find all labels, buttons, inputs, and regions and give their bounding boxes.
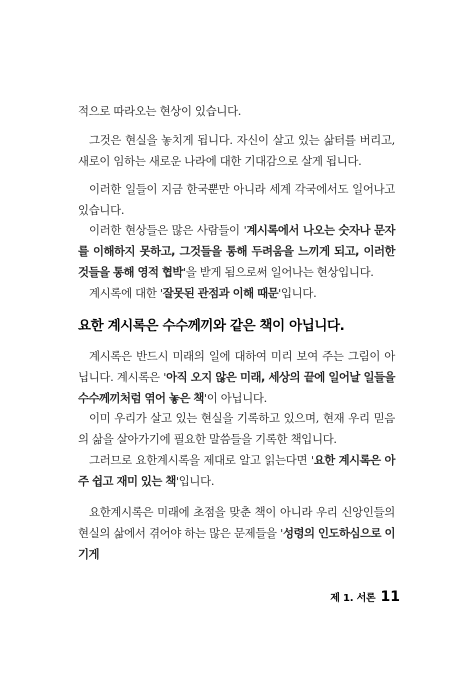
page-number: 11 bbox=[380, 589, 400, 605]
paragraph-3: 이러한 일들이 지금 한국뿐만 아니라 세계 각국에서도 일어나고 있습니다. bbox=[78, 182, 395, 217]
chapter-label: 제 1. 서론 bbox=[330, 593, 376, 604]
paragraph-2: 그것은 현실을 놓치게 됩니다. 자신이 살고 있는 삶터를 버리고, 새로이 임하는 새로운 나라에 대한 기대감으로 살게 됩니다. bbox=[78, 133, 395, 168]
paragraph-6: 계시록은 반드시 미래의 일에 대하여 미리 보여 주는 그림이 아닙니다. 계시록은 '아직 오지 않은 미래, 세상의 끝에 일어날 일들을 수수께끼처럼 엮어 놓은 책'이 아닙니다. bbox=[78, 349, 396, 405]
page-footer bbox=[330, 586, 400, 605]
emphasis-text: 계시록에서 나오는 숫자나 문자를 이해하지 못하고, 그것들을 통해 두려움을 느끼게 되고, 이러한 것들을 통해 영적 협박 bbox=[78, 223, 395, 279]
emphasis-text: 성령의 인도하심으로 이기게 bbox=[78, 526, 395, 561]
emphasis-text: 아직 오지 않은 미래, 세상의 끝에 일어날 일들을 수수께끼처럼 엮어 놓은 책 bbox=[78, 370, 396, 405]
emphasis-text: 잘못된 관점과 이해 때문 bbox=[162, 286, 279, 300]
emphasis-text: 요한 계시록은 아주 쉽고 재미 있는 책 bbox=[78, 453, 395, 488]
paragraph-1: 적으로 따라오는 현상이 있습니다. bbox=[78, 104, 242, 118]
section-heading: 요한 계시록은 수수께끼와 같은 책이 아닙니다. bbox=[78, 318, 345, 334]
paragraph-8: 그러므로 요한계시록을 제대로 알고 읽는다면 '요한 계시록은 아주 쉽고 재미 있는 책'입니다. bbox=[78, 453, 395, 488]
paragraph-9: 요한계시록은 미래에 초점을 맞춘 책이 아니라 우리 신앙인들의 현실의 삶에서 겪어야 하는 많은 문제들을 '성령의 인도하심으로 이기게 bbox=[78, 505, 395, 561]
paragraph-4: 이러한 현상들은 많은 사람들이 '계시록에서 나오는 숫자나 문자를 이해하지 못하고, 그것들을 통해 두려움을 느끼게 되고, 이러한 것들을 통해 영적 협박'을 받게 됨으로써 일어나는 현상입니다. bbox=[78, 223, 395, 279]
paragraph-7: 이미 우리가 살고 있는 현실을 기록하고 있으며, 현재 우리 믿음의 삶을 살아가기에 필요한 말씀들을 기록한 책입니다. bbox=[78, 411, 395, 446]
paragraph-5: 계시록에 대한 '잘못된 관점과 이해 때문'입니다. bbox=[89, 286, 317, 300]
